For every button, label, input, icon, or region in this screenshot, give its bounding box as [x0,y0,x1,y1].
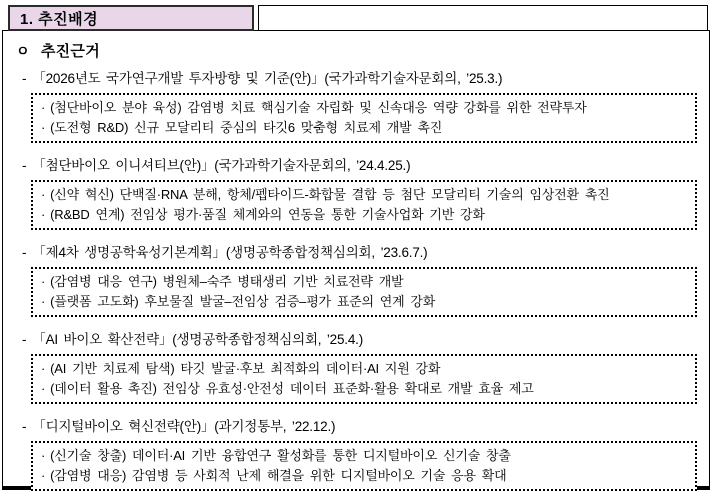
reference-heading [22,415,697,435]
dot-bullet: · [41,448,46,463]
detail-point [41,98,687,118]
detail-point [41,379,687,399]
dash-bullet: - [22,245,27,260]
dot-bullet: · [41,274,46,289]
dot-bullet: · [41,381,46,396]
detail-point-text: (신기술 창출) 데이터·AI 기반 융합연구 활성화를 통한 디지털바이오 신기술 창출 [50,448,511,463]
body-content [16,31,697,502]
section-heading [16,40,697,61]
reference-group [22,67,697,143]
dot-bullet: · [41,361,46,376]
header-empty-cell [258,5,708,31]
detail-point-text: (데이터 활용 촉진) 전임상 유효성·안전성 데이터 표준화·활용 확대로 개발 효율 제고 [50,381,534,396]
detail-point [41,205,687,225]
reference-title: 「디지털바이오 혁신전략(안)」(과기정통부, ’22.12.) [32,419,336,434]
dot-bullet: · [41,120,46,135]
detail-point-text: (R&BD 연계) 전임상 평가·품질 체계와의 연동을 통한 기술사업화 기반 강화 [50,207,485,222]
page-title: 1. 추진배경 [20,10,99,28]
detail-point [41,466,687,486]
detail-point-text: (감염병 대응 연구) 병원체–숙주 병태생리 기반 치료전략 개발 [50,274,404,289]
dash-bullet: - [22,419,27,434]
reference-heading [22,328,697,348]
reference-group [22,154,697,230]
reference-group [22,328,697,404]
dash-bullet: - [22,71,27,86]
dot-bullet: · [41,100,46,115]
detail-box [31,267,697,317]
detail-point-text: (감염병 대응) 감염병 등 사회적 난제 해결을 위한 디지털바이오 기술 응용 확대 [50,468,507,483]
detail-box [31,93,697,143]
reference-title: 「AI 바이오 확산전략」(생명공학종합정책심의회, ’25.4.) [32,332,364,347]
detail-point [41,359,687,379]
dot-bullet: · [41,207,46,222]
detail-box [31,180,697,230]
reference-title: 「제4차 생명공학육성기본계획」(생명공학종합정책심의회, ’23.6.7.) [32,245,428,260]
dot-bullet: · [41,294,46,309]
circle-bullet: ㅇ [16,43,30,59]
dot-bullet: · [41,468,46,483]
detail-point-text: (플랫폼 고도화) 후보물질 발굴–전임상 검증–평가 표준의 연계 강화 [50,294,436,309]
dash-bullet: - [22,332,27,347]
detail-point-text: (AI 기반 치료제 탐색) 타깃 발굴·후보 최적화의 데이터·AI 지원 강화 [50,361,441,376]
detail-point-text: (신약 혁신) 단백질·RNA 분해, 항체/펩타이드-화합물 결합 등 첨단 모달리티 기술의 임상전환 촉진 [50,187,610,202]
reference-heading [22,241,697,261]
reference-group [22,241,697,317]
detail-point [41,272,687,292]
detail-box [31,354,697,404]
header-row [8,5,708,31]
reference-title: 「첨단바이오 이니셔티브(안)」(국가과학기술자문회의, ’24.4.25.) [32,158,411,173]
section-number-title-cell [8,5,254,31]
dash-bullet: - [22,158,27,173]
reference-heading [22,154,697,174]
dot-bullet: · [41,187,46,202]
reference-title: 「2026년도 국가연구개발 투자방향 및 기준(안)」(국가과학기술자문회의, ’25.3.) [32,71,503,86]
reference-heading [22,67,697,87]
detail-point [41,292,687,312]
detail-point [41,185,687,205]
detail-point [41,118,687,138]
detail-box [31,441,697,491]
detail-point-text: (도전형 R&D) 신규 모달리티 중심의 타깃6 맞춤형 치료제 개발 촉진 [50,120,443,135]
detail-point-text: (첨단바이오 분야 육성) 감염병 치료 핵심기술 자립화 및 신속대응 역량 강화를 위한 전략투자 [50,100,587,115]
detail-point [41,446,687,466]
reference-group [22,415,697,491]
section-heading-label: 추진근거 [40,43,100,60]
